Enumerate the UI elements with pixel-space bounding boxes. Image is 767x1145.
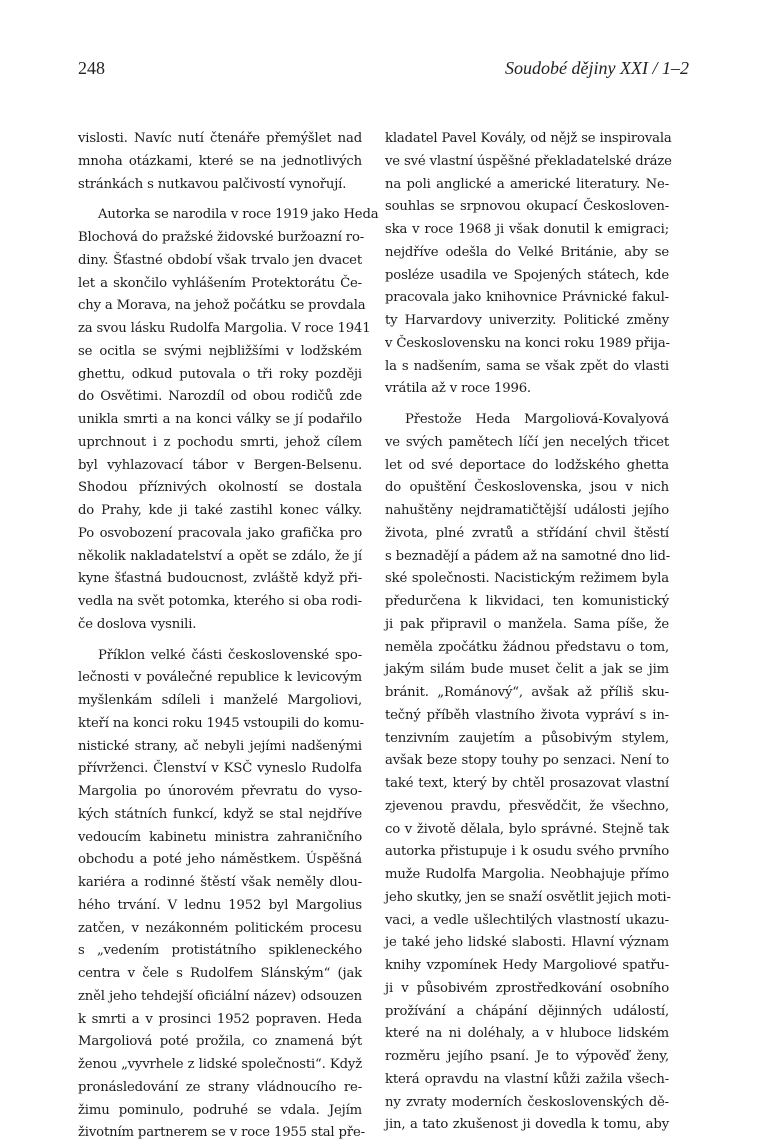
running-title: Soudobé dějiny XXI / 1–2: [505, 58, 689, 78]
right-column: [385, 128, 672, 1137]
text-line: co v životě dělala, bylo správné. Stejně tak: [385, 821, 669, 837]
text-line: centra v čele s Rudolfem Slánským“ (jak: [78, 966, 362, 981]
text-line: do Prahy, kde ji také zastihl konec války.: [78, 503, 362, 518]
text-line: se ocitla se svými nejbližšími v lodžském: [78, 343, 362, 359]
text-line: bránit. „Románový“, avšak až příliš sku-: [385, 685, 669, 700]
text-line: Margolia po únorovém převratu do vyso-: [78, 784, 362, 799]
text-line: neměla zpočátku žádnou představu o tom,: [385, 639, 669, 655]
text-line: let a skončilo vyhlášením Protektorátu Če-: [78, 275, 362, 291]
right-column-text: [385, 128, 672, 1137]
text-line: chy a Morava, na jehož počátku se provdala: [78, 298, 366, 314]
text-line: také text, který by chtěl prosazovat vlastní: [385, 776, 669, 791]
text-line: kteří na konci roku 1945 vstoupili do komu-: [78, 715, 364, 731]
text-line: nahuštěny nejdramatičtější události jejího: [385, 503, 669, 518]
text-line: prožívání a chápání dějinných událostí,: [385, 1003, 669, 1019]
text-line: životním partnerem se v roce 1955 stal pře-: [78, 1125, 365, 1141]
text-line: nistické strany, ač nebyli jejími nadšenými: [78, 738, 362, 754]
text-line: ve své vlastní úspěšné překladatelské dráze: [385, 153, 672, 169]
text-line: unikla smrti a na konci války se jí podařilo: [78, 412, 362, 427]
text-line: života, plné zvratů a střídání chvil štěstí: [385, 525, 669, 541]
text-line: je také jeho lidské slabosti. Hlavní význam: [385, 935, 669, 951]
text-line: pracovala jako knihovnice Právnické fakul-: [385, 290, 669, 306]
text-line: muže Rudolfa Margolia. Neobhajuje přímo: [385, 867, 669, 882]
text-line: Margoliová poté prožila, co znamená být: [78, 1034, 362, 1050]
left-column: [78, 128, 379, 1145]
text-line: do Osvětimi. Narozdíl od obou rodičů zde: [78, 389, 362, 405]
text-line: vrátila až v roce 1996.: [385, 381, 531, 397]
text-line: diny. Šťastné období však trvalo jen dvacet: [78, 252, 362, 268]
text-line: ska v roce 1968 ji však donutil k emigraci;: [385, 222, 669, 237]
text-line: nejdříve odešla do Velké Británie, aby se: [385, 244, 669, 260]
text-line: ve svých pamětech líčí jen necelých třicet: [385, 434, 669, 450]
text-line: ny zvraty moderních československých dě-: [385, 1094, 669, 1110]
text-line: které na ni doléhaly, a v hluboce lidském: [385, 1026, 669, 1042]
text-line: kladatel Pavel Kovály, od nějž se inspirovala: [385, 131, 672, 146]
text-line: vaci, a vedle ušlechtilých vlastností ukazu-: [385, 912, 669, 928]
text-line: avšak beze stopy touhy po senzaci. Není to: [385, 753, 669, 769]
text-line: za svou lásku Rudolfa Margolia. V roce 1941: [78, 321, 371, 336]
text-line: žimu pominulo, podruhé se vdala. Jejím: [78, 1102, 362, 1118]
paragraph-gap: [385, 401, 669, 409]
text-line: vislosti. Navíc nutí čtenáře přemýšlet nad: [78, 131, 362, 146]
text-line: zněl jeho tehdejší oficiální název) odsouzen: [78, 988, 362, 1004]
text-line: hého trvání. V lednu 1952 byl Margolius: [78, 897, 362, 913]
text-line: let od své deportace do lodžského ghetta: [385, 457, 669, 473]
text-line: s „vedením protistátního spikleneckého: [78, 943, 362, 959]
text-line: lečnosti v poválečné republice k levicovým: [78, 670, 362, 686]
text-line: tenzivním zaujetím a působivým stylem,: [385, 730, 669, 746]
text-line: Přestože Heda Margoliová-Kovalyová: [405, 412, 669, 427]
text-line: k smrti a v prosinci 1952 popraven. Heda: [78, 1011, 362, 1027]
text-line: če doslova vysnili.: [78, 616, 197, 632]
text-line: tečný příběh vlastního života vypráví s in-: [385, 707, 669, 723]
page-number: 248: [78, 58, 105, 78]
text-line: zjevenou pravdu, přesvědčit, že všechno,: [385, 798, 669, 814]
text-line: Po osvobození pracovala jako grafička pro: [78, 525, 362, 541]
text-line: jeho skutky, jen se snaží osvětlit jejich moti-: [385, 889, 671, 905]
text-line: jakým silám bude muset čelit a jak se jim: [385, 662, 669, 678]
text-line: mnoha otázkami, které se na jednotlivých: [78, 153, 362, 169]
paragraph-gap: [78, 637, 362, 645]
text-line: Blochová do pražské židovské buržoazní ro-: [78, 230, 365, 245]
text-line: la s nadšením, sama se však zpět do vlasti: [385, 358, 669, 374]
text-line: v Československu na konci roku 1989 přija-: [385, 335, 670, 351]
text-line: zatčen, v nezákonném politickém procesu: [78, 920, 362, 936]
text-line: rozměru jejího psaní. Je to výpověď ženy,: [385, 1049, 669, 1064]
text-line: do opuštění Československa, jsou v nich: [385, 480, 669, 496]
text-line: s beznadějí a pádem až na samotné dno lid-: [385, 548, 671, 564]
text-line: ji v působivém zprostředkování osobního: [385, 980, 669, 996]
text-line: ské společnosti. Nacistickým režimem byla: [385, 571, 669, 587]
text-line: myšlenkám sdíleli i manželé Margoliovi,: [78, 693, 362, 708]
text-line: kých státních funkcí, když se stal nejdříve: [78, 806, 362, 822]
left-column-text: [78, 128, 379, 1145]
text-line: Autorka se narodila v roce 1919 jako Heda: [98, 207, 379, 223]
text-line: vedoucím kabinetu ministra zahraničního: [78, 829, 362, 845]
text-line: obchodu a poté jeho náměstkem. Úspěšná: [78, 852, 362, 868]
text-line: byl vyhlazovací tábor v Bergen-Belsenu.: [78, 457, 362, 473]
text-line: posléze usadila ve Spojených státech, kde: [385, 267, 669, 283]
paragraph-gap: [78, 196, 362, 204]
text-line: Příklon velké části československé spo-: [98, 647, 362, 663]
text-line: knihy vzpomínek Hedy Margoliové spatřu-: [385, 958, 669, 973]
text-line: souhlas se srpnovou okupací Českosloven-: [385, 199, 669, 215]
text-line: autorka přistupuje i k osudu svého prvního: [385, 844, 669, 860]
text-line: která opravdu na vlastní kůži zažila všech-: [385, 1071, 669, 1087]
text-line: ty Harvardovy univerzity. Politické změny: [385, 313, 669, 328]
text-line: několik nakladatelství a opět se zdálo, že jí: [78, 548, 362, 564]
page-header: [78, 58, 689, 84]
text-line: na poli anglické a americké literatury. Ne-: [385, 176, 669, 192]
text-line: kyne šťastná budoucnost, zvláště když při-: [78, 571, 362, 587]
text-line: Shodou příznivých okolností se dostala: [78, 480, 362, 496]
text-line: předurčena k likvidaci, ten komunistický: [385, 594, 669, 609]
text-line: ženou „vyvrhele z lidské společnosti“. Když: [78, 1057, 362, 1072]
text-line: přívrženci. Členství v KSČ vyneslo Rudolfa: [78, 761, 362, 777]
text-line: kariéra a rodinné štěstí však neměly dlou-: [78, 875, 362, 890]
text-line: stránkách s nutkavou palčivostí vynořují.: [78, 176, 347, 192]
text-line: ji pak připravil o manžela. Sama píše, že: [385, 616, 669, 632]
text-line: vedla na svět potomka, kterého si oba rodi-: [78, 594, 362, 609]
text-line: ghettu, odkud putovala o tři roky později: [78, 366, 362, 382]
text-line: pronásledování ze strany vládnoucího re-: [78, 1079, 362, 1095]
text-line: jin, a tato zkušenost ji dovedla k tomu, aby: [385, 1117, 669, 1133]
text-line: uprchnout i z pochodu smrti, jehož cílem: [78, 434, 362, 450]
